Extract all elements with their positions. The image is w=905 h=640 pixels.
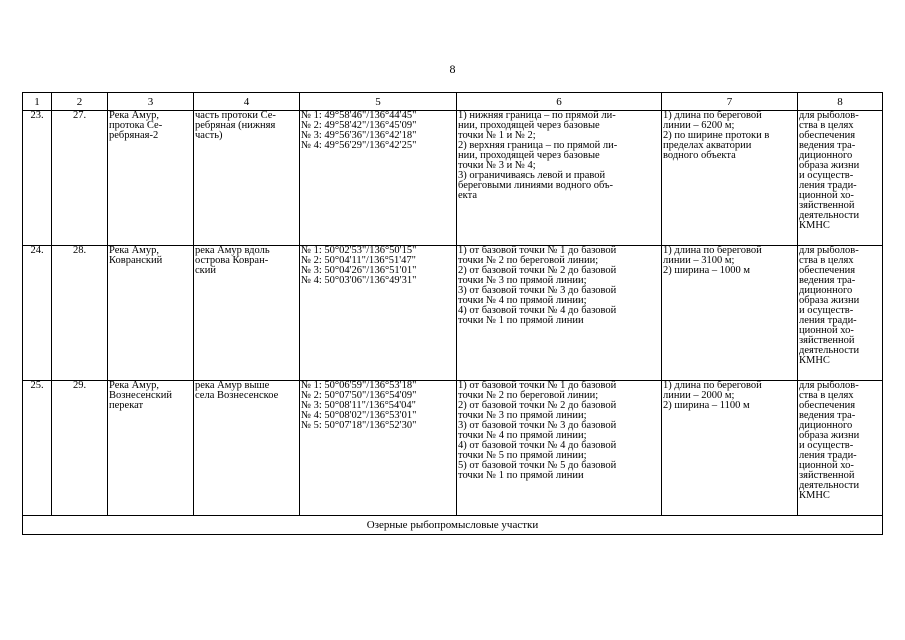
boundaries-cell <box>457 381 662 516</box>
cell-text-line: зяйственной <box>799 200 855 211</box>
cell-text-line: образа жизни <box>799 160 860 171</box>
cell-text-line: точки № 1 и № 2; <box>458 130 536 141</box>
header-cell: 2 <box>52 93 108 111</box>
header-cell: 7 <box>662 93 798 111</box>
cell-text-line: часть протоки Се- <box>195 110 276 121</box>
cell-text-line: образа жизни <box>799 295 860 306</box>
cell-text-line: обеспечения <box>799 265 856 276</box>
cell-text-line: № 3: 50°04'26"/136°51'01" <box>301 265 417 276</box>
cell-text-line: ционной хо- <box>799 460 854 471</box>
cell-text-line: линии – 6200 м; <box>663 120 735 131</box>
cell-text-line: 4) от базовой точки № 4 до базовой <box>458 440 617 451</box>
cell-text-line: № 3: 50°08'11"/136°54'04" <box>301 400 416 411</box>
cell-text-line: деятельности <box>799 345 860 356</box>
cell-text-line: протока Се- <box>109 120 163 131</box>
cell-text-line: КМНС <box>799 355 830 366</box>
cell-text-line: 2) от базовой точки № 2 до базовой <box>458 265 617 276</box>
cell-text-line: № 5: 50°07'18"/136°52'30" <box>301 420 417 431</box>
cell-text-line: ства в целях <box>799 120 854 131</box>
cell-text-line: диционного <box>799 420 853 431</box>
cell-text-line: 5) от базовой точки № 5 до базовой <box>458 460 617 471</box>
cell-text-line: 1) длина по береговой <box>663 380 762 391</box>
cell-text-line: река Амур выше <box>195 380 270 391</box>
cell-text-line: зяйственной <box>799 470 855 481</box>
cell-text-line: ционной хо- <box>799 325 854 336</box>
cell-text-line: 3) от базовой точки № 3 до базовой <box>458 285 617 296</box>
cell-text-line: точки № 4 по прямой линии; <box>458 295 587 306</box>
cell-text-line: № 1: 49°58'46"/136°44'45" <box>301 110 417 121</box>
table-row <box>23 111 883 246</box>
cell-text-line: образа жизни <box>799 430 860 441</box>
purpose-cell <box>798 381 883 516</box>
cell-text-line: КМНС <box>799 220 830 231</box>
location-cell <box>194 111 300 246</box>
location-cell <box>194 381 300 516</box>
cell-text-line: ления тради- <box>799 315 857 326</box>
cell-text-line: 2) по ширине протоки в <box>663 130 770 141</box>
cell-text-line: 2) ширина – 1000 м <box>663 265 750 276</box>
header-cell: 3 <box>108 93 194 111</box>
cell-text-line: ведения тра- <box>799 140 856 151</box>
cell-text-line: Ковранский <box>109 255 163 266</box>
cell-text-line: ведения тра- <box>799 275 856 286</box>
boundaries-cell <box>457 246 662 381</box>
area-number-cell: 29. <box>52 381 108 516</box>
cell-text-line: № 4: 50°03'06"/136°49'31" <box>301 275 417 286</box>
cell-text-line: точки № 3 по прямой линии; <box>458 410 587 421</box>
cell-text-line: и осуществ- <box>799 440 854 451</box>
cell-text-line: ционной хо- <box>799 190 854 201</box>
cell-text-line: и осуществ- <box>799 170 854 181</box>
cell-text-line: перекат <box>109 400 144 411</box>
dimensions-cell <box>662 246 798 381</box>
cell-text-line: пределах акватории <box>663 140 752 151</box>
page-number: 8 <box>449 62 456 76</box>
cell-text-line: 1) длина по береговой <box>663 110 762 121</box>
cell-text-line: 3) ограничиваясь левой и правой <box>458 170 606 181</box>
cell-text-line: ства в целях <box>799 255 854 266</box>
cell-text-line: ления тради- <box>799 450 857 461</box>
boundaries-cell <box>457 111 662 246</box>
cell-text-line: диционного <box>799 150 853 161</box>
cell-text-line: деятельности <box>799 480 860 491</box>
cell-text-line: ребряная-2 <box>109 130 159 141</box>
cell-text-line: екта <box>458 190 478 201</box>
coordinates-cell <box>300 381 457 516</box>
cell-text-line: Река Амур, <box>109 380 159 391</box>
cell-text-line: села Вознесенское <box>195 390 279 401</box>
cell-text-line: Река Амур, <box>109 245 159 256</box>
dimensions-cell <box>662 381 798 516</box>
water-body-cell <box>108 381 194 516</box>
cell-text-line: № 2: 50°07'50"/136°54'09" <box>301 390 417 401</box>
cell-text-line: точки № 1 по прямой линии <box>458 470 584 481</box>
cell-text-line: точки № 2 по береговой линии; <box>458 255 599 266</box>
area-number-cell: 27. <box>52 111 108 246</box>
cell-text-line: № 2: 49°58'42"/136°45'09" <box>301 120 417 131</box>
cell-text-line: береговыми линиями водного объ- <box>458 180 614 191</box>
header-cell: 1 <box>23 93 52 111</box>
cell-text-line: Вознесенский <box>109 390 173 401</box>
cell-text-line: 3) от базовой точки № 3 до базовой <box>458 420 617 431</box>
cell-text-line: 1) длина по береговой <box>663 245 762 256</box>
purpose-cell <box>798 246 883 381</box>
cell-text-line: нии, проходящей через базовые <box>458 150 600 161</box>
cell-text-line: ления тради- <box>799 180 857 191</box>
fishing-areas-table <box>22 92 883 535</box>
section-heading: Озерные рыбопромысловые участки <box>23 516 883 535</box>
cell-text-line: 2) ширина – 1100 м <box>663 400 750 411</box>
header-cell: 4 <box>194 93 300 111</box>
cell-text-line: точки № 4 по прямой линии; <box>458 430 587 441</box>
cell-text-line: острова Ковран- <box>195 255 269 266</box>
cell-text-line: обеспечения <box>799 130 856 141</box>
row-number-cell: 23. <box>23 111 52 246</box>
row-number-cell: 25. <box>23 381 52 516</box>
cell-text-line: точки № 2 по береговой линии; <box>458 390 599 401</box>
cell-text-line: № 1: 50°06'59"/136°53'18" <box>301 380 417 391</box>
cell-text-line: 2) от базовой точки № 2 до базовой <box>458 400 617 411</box>
table-row <box>23 246 883 381</box>
purpose-cell <box>798 111 883 246</box>
cell-text-line: часть) <box>195 130 223 141</box>
cell-text-line: ский <box>195 265 216 276</box>
cell-text-line: КМНС <box>799 490 830 501</box>
cell-text-line: линии – 2000 м; <box>663 390 735 401</box>
cell-text-line: линии – 3100 м; <box>663 255 735 266</box>
water-body-cell <box>108 246 194 381</box>
location-cell <box>194 246 300 381</box>
cell-text-line: нии, проходящей через базовые <box>458 120 600 131</box>
cell-text-line: точки № 5 по прямой линии; <box>458 450 587 461</box>
header-cell: 6 <box>457 93 662 111</box>
cell-text-line: № 4: 50°08'02"/136°53'01" <box>301 410 417 421</box>
coordinates-cell <box>300 246 457 381</box>
dimensions-cell <box>662 111 798 246</box>
cell-text-line: 1) от базовой точки № 1 до базовой <box>458 380 617 391</box>
coordinates-cell <box>300 111 457 246</box>
cell-text-line: № 2: 50°04'11"/136°51'47" <box>301 255 416 266</box>
water-body-cell <box>108 111 194 246</box>
cell-text-line: деятельности <box>799 210 860 221</box>
cell-text-line: диционного <box>799 285 853 296</box>
cell-text-line: 4) от базовой точки № 4 до базовой <box>458 305 617 316</box>
cell-text-line: № 3: 49°56'36"/136°42'18" <box>301 130 417 141</box>
cell-text-line: для рыболов- <box>799 110 859 121</box>
cell-text-line: река Амур вдоль <box>195 245 270 256</box>
cell-text-line: зяйственной <box>799 335 855 346</box>
cell-text-line: 1) нижняя граница – по прямой ли- <box>458 110 616 121</box>
area-number-cell: 28. <box>52 246 108 381</box>
table-header-row <box>23 93 883 111</box>
cell-text-line: точки № 3 и № 4; <box>458 160 536 171</box>
cell-text-line: ведения тра- <box>799 410 856 421</box>
cell-text-line: водного объекта <box>663 150 736 161</box>
cell-text-line: для рыболов- <box>799 380 859 391</box>
cell-text-line: точки № 1 по прямой линии <box>458 315 584 326</box>
header-cell: 8 <box>798 93 883 111</box>
cell-text-line: обеспечения <box>799 400 856 411</box>
row-number-cell: 24. <box>23 246 52 381</box>
header-cell: 5 <box>300 93 457 111</box>
cell-text-line: ребряная (нижняя <box>195 120 276 131</box>
cell-text-line: 2) верхняя граница – по прямой ли- <box>458 140 618 151</box>
cell-text-line: № 4: 49°56'29"/136°42'25" <box>301 140 417 151</box>
section-heading-row <box>23 516 883 535</box>
cell-text-line: ства в целях <box>799 390 854 401</box>
cell-text-line: 1) от базовой точки № 1 до базовой <box>458 245 617 256</box>
table-row <box>23 381 883 516</box>
cell-text-line: Река Амур, <box>109 110 159 121</box>
cell-text-line: и осуществ- <box>799 305 854 316</box>
cell-text-line: точки № 3 по прямой линии; <box>458 275 587 286</box>
cell-text-line: № 1: 50°02'53"/136°50'15" <box>301 245 417 256</box>
cell-text-line: для рыболов- <box>799 245 859 256</box>
